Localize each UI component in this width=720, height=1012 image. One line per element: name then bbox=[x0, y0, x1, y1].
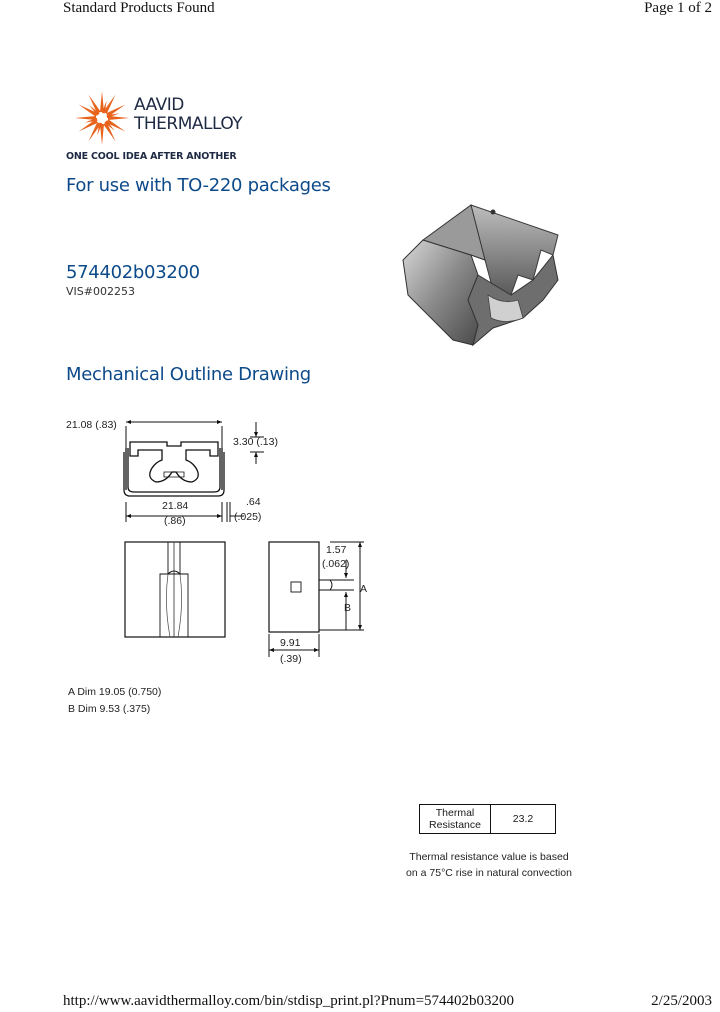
heatsink-clip-photo bbox=[393, 200, 568, 350]
thermal-resistance-value: 23.2 bbox=[491, 805, 556, 834]
dim-width-bottom-mm: 21.84 bbox=[162, 500, 189, 512]
page-number: Page 1 of 2 bbox=[644, 0, 712, 16]
dim-thickness-in: (.025) bbox=[234, 511, 262, 523]
thermal-note-line-1: Thermal resistance value is based bbox=[409, 851, 569, 863]
part-number: 574402b03200 bbox=[66, 262, 200, 283]
dim-depth-mm: 9.91 bbox=[280, 637, 301, 649]
dim-width-top: 21.08 (.83) bbox=[66, 419, 117, 431]
dim-b-label: B bbox=[344, 602, 352, 614]
dim-side-mm: 1.57 bbox=[326, 544, 347, 556]
dim-thickness-mm: .64 bbox=[246, 496, 261, 508]
thermal-note-line-2: on a 75°C rise in natural convection bbox=[406, 867, 572, 879]
dim-a-label: A bbox=[360, 583, 368, 595]
a-dimension: A Dim 19.05 (0.750) bbox=[68, 686, 162, 698]
thermal-resistance-label bbox=[420, 805, 491, 834]
thermal-note bbox=[389, 849, 589, 881]
dim-height-top: 3.30 (.13) bbox=[233, 436, 278, 448]
thermal-resistance-table bbox=[419, 804, 556, 834]
company-logo bbox=[66, 88, 266, 168]
logo-line-1: AAVID bbox=[134, 95, 184, 115]
thermal-label-line-2: Resistance bbox=[429, 819, 481, 831]
thermal-label-line-1: Thermal bbox=[435, 807, 475, 819]
logo-tagline: ONE COOL IDEA AFTER ANOTHER bbox=[66, 151, 237, 162]
dim-side-in: (.062) bbox=[322, 558, 350, 570]
logo-line-2: THERMALLOY bbox=[134, 114, 243, 134]
page-footer-date: 2/25/2003 bbox=[651, 993, 712, 1009]
page-header-title: Standard Products Found bbox=[63, 0, 215, 16]
dim-width-bottom-in: (.86) bbox=[164, 515, 186, 527]
drawing-title: Mechanical Outline Drawing bbox=[66, 364, 311, 385]
b-dimension: B Dim 9.53 (.375) bbox=[68, 703, 151, 715]
dim-depth-in: (.39) bbox=[280, 653, 302, 665]
starburst-logo-icon bbox=[76, 88, 128, 150]
vis-number: VIS#002253 bbox=[66, 285, 135, 298]
mechanical-outline-drawing bbox=[64, 412, 384, 670]
page-footer-url: http://www.aavidthermalloy.com/bin/stdisp_print.pl?Pnum=574402b03200 bbox=[63, 993, 515, 1009]
product-subtitle: For use with TO-220 packages bbox=[66, 175, 331, 196]
